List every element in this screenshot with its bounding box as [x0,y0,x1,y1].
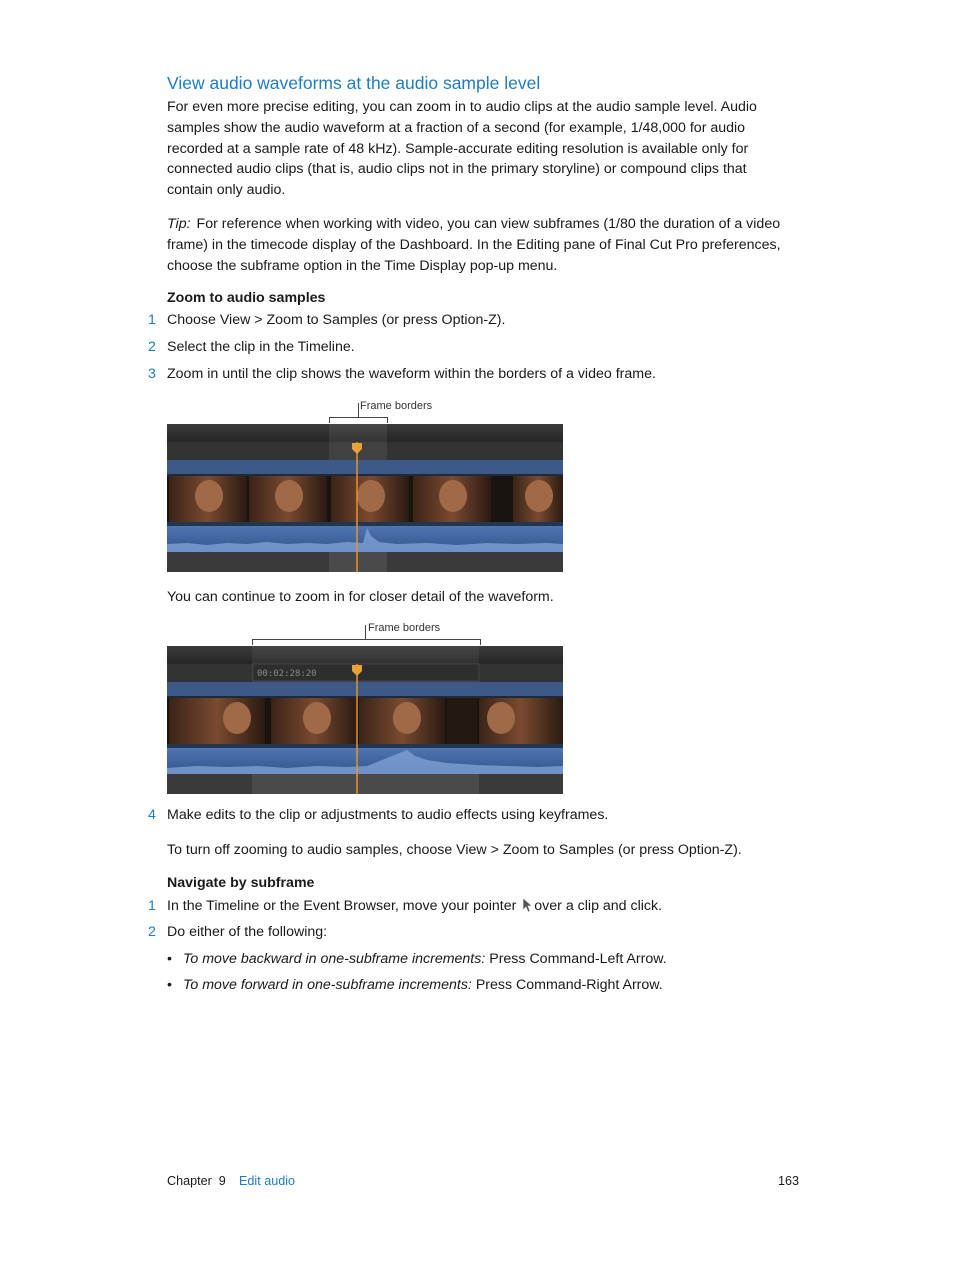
subframe-task-title: Navigate by subframe [167,875,315,891]
bullet-item-forward: • To move forward in one-subframe increments: Press Command-Right Arrow. [167,977,663,993]
bullet-lead: To move forward in one-subframe increments: [183,977,472,993]
figure2-callout-leader [365,625,366,639]
step-text: Make edits to the clip or adjustments to audio effects using keyframes. [167,807,609,823]
section-heading: View audio waveforms at the audio sample level [167,73,541,93]
audio-waveform [167,526,563,552]
tip-paragraph [167,214,787,276]
timeline-screenshot-1 [167,424,563,572]
zoom-task-title: Zoom to audio samples [167,290,326,306]
tip-label: Tip: [167,216,191,232]
subframe-step-2 [148,924,327,940]
zoom-step-2 [148,339,355,355]
figure2-frame-bracket [252,639,481,645]
step-text-before: In the Timeline or the Event Browser, move your pointer [167,898,517,914]
bullet-text: Press Command-Left Arrow. [489,951,667,967]
step-number: 2 [148,339,156,355]
figure1-callout-leader [358,403,359,417]
subframe-step-1 [148,897,662,917]
step-number: 3 [148,366,156,382]
step-number: 1 [148,898,156,914]
page-number: 163 [778,1174,800,1188]
bullet-lead: To move backward in one-subframe increments: [183,951,486,967]
step-text: Choose View > Zoom to Samples (or press Option-Z). [167,312,506,328]
figure1-frame-bracket [329,417,388,423]
step-text: Select the clip in the Timeline. [167,339,355,355]
video-filmstrip [167,698,563,744]
timecode-display: 00:02:28:20 [257,669,317,679]
zoom-step-1 [148,312,505,328]
timeline-screenshot-2 [167,646,563,794]
step-number: 1 [148,312,156,328]
intro-paragraph: For even more precise editing, you can zoom in to audio clips at the audio sample level. Audio samples show the audio waveform at a fraction of a second (for example, 1/48,000 for audio recorded at a sample rate of 48 kHz). Sample-accurate editing resolution is available only for connected audio clips (that is, audio clips not in the primary storyline) or compound clips that contain only audio. [167,99,757,199]
tip-text: For reference when working with video, you can view subframes (1/80 the duration of a video frame) in the timecode display of the Dashboard. In the Editing pane of Final Cut Pro preferences, choose the subframe option in the Time Display pop-up menu. [167,216,781,274]
turn-off-text: To turn off zooming to audio samples, choose View > Zoom to Samples (or press Option-Z). [167,842,742,858]
step-text: Zoom in until the clip shows the waveform within the borders of a video frame. [167,366,656,382]
figure1-callout: Frame borders [360,400,433,412]
step-number: 2 [148,924,156,940]
between-text: You can continue to zoom in for closer detail of the waveform. [167,589,554,605]
zoom-step-3 [148,366,656,382]
step-number: 4 [148,807,156,823]
video-filmstrip [167,476,563,522]
bullet-text: Press Command-Right Arrow. [475,977,663,993]
step-text: Do either of the following: [167,924,328,940]
audio-waveform [167,748,563,774]
footer-chapter-label: Chapter 9 [167,1174,226,1188]
pointer-icon [522,897,532,917]
zoom-step-4 [148,807,608,823]
figure2-callout: Frame borders [368,622,441,634]
footer-chapter-title[interactable]: Edit audio [239,1174,296,1188]
step-text-after: over a clip and click. [534,898,663,914]
bullet-item-backward: • To move backward in one-subframe increments: Press Command-Left Arrow. [167,951,667,967]
